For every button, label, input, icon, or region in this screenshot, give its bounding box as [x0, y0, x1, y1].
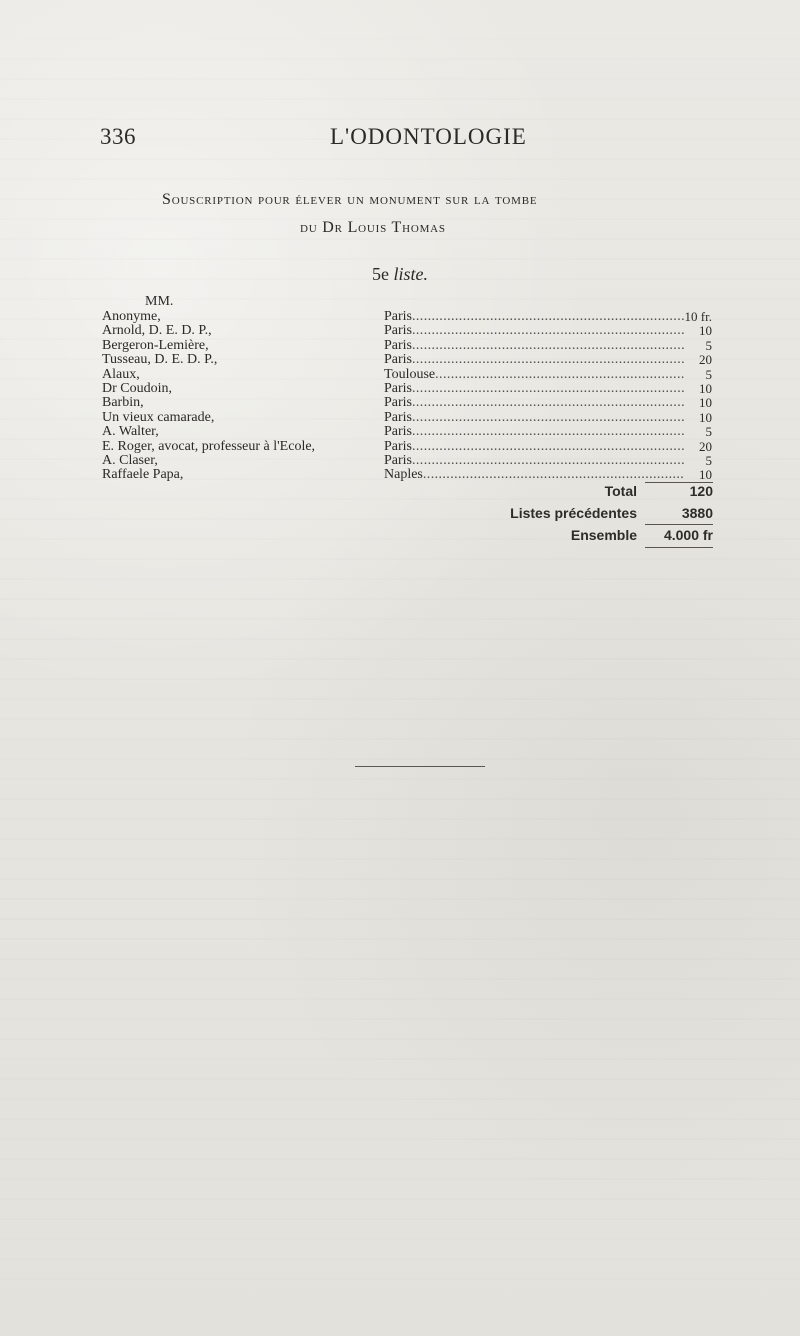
summary-rule	[645, 547, 713, 548]
subscriber-city: Paris .....	[384, 310, 684, 324]
subscriber-city: Paris .....	[384, 411, 684, 425]
subscription-amount: 10	[699, 323, 712, 339]
subscriber-row	[102, 353, 712, 367]
subscriber-row	[102, 324, 712, 338]
page-header	[100, 124, 708, 154]
subscriber-city: Paris .....	[384, 454, 684, 468]
ensemble-value: 4.000 fr	[663, 527, 713, 543]
ensemble-row	[430, 524, 713, 546]
subscriber-name: Raffaele Papa,	[102, 468, 184, 483]
previous-lists-row	[430, 502, 713, 524]
total-row	[430, 480, 713, 502]
total-value: 120	[689, 483, 713, 499]
previous-lists-label: Listes précédentes	[510, 505, 637, 521]
subscriber-city: Paris .....	[384, 396, 684, 410]
subscriber-name: Bergeron-Lemière,	[102, 338, 209, 353]
subscription-amount: 5	[705, 452, 712, 468]
subscriber-city: Toulouse .....	[384, 368, 684, 382]
list-label: liste.	[393, 264, 428, 284]
subscription-heading-line-2: du Dr Louis Thomas	[300, 219, 446, 236]
subscription-amount: 10	[699, 467, 712, 483]
subscriber-city: Paris .....	[384, 339, 684, 353]
subscriber-row	[102, 411, 712, 425]
subscriber-row	[102, 382, 712, 396]
subscription-amount: 10 fr.	[684, 309, 712, 324]
list-number: 5e	[372, 264, 389, 284]
subscriber-name: Un vieux camarade,	[102, 410, 215, 425]
subscriber-city: Paris .....	[384, 425, 684, 439]
subscriber-name: Barbin,	[102, 396, 144, 411]
subscriber-name: A. Walter,	[102, 425, 159, 440]
subscriber-name: Tusseau, D. E. D. P.,	[102, 353, 218, 368]
subscriber-name: E. Roger, avocat, professeur à l'Ecole,	[102, 439, 316, 454]
subscriber-row	[102, 368, 712, 382]
subscription-heading-line-1: Souscription pour élever un monument sur la tombe	[162, 191, 538, 208]
subscriber-name: A. Claser,	[102, 453, 158, 468]
subscriber-row	[102, 425, 712, 439]
section-divider	[355, 766, 485, 767]
subscription-amount: 5	[705, 366, 712, 382]
subscription-amount: 10	[699, 380, 712, 396]
subscriber-row	[102, 310, 712, 324]
subscriber-city: Paris .....	[384, 324, 684, 338]
subscriber-row	[102, 339, 712, 353]
subscriber-name: Arnold, D. E. D. P.,	[102, 324, 212, 339]
subscriber-list	[102, 310, 712, 483]
subscription-amount: 10	[699, 395, 712, 411]
ensemble-label: Ensemble	[570, 527, 637, 543]
list-title	[372, 264, 428, 285]
subscription-summary	[430, 480, 713, 546]
subscription-amount: 5	[705, 337, 712, 353]
subscription-amount: 20	[699, 438, 712, 454]
subscriber-city: Paris .....	[384, 440, 684, 454]
subscriber-row	[102, 396, 712, 410]
total-label: Total	[604, 483, 637, 499]
subscriber-city: Naples .....	[384, 468, 684, 482]
subscriber-row	[102, 440, 712, 454]
page-number: 336	[100, 124, 136, 149]
subscriber-name: Anonyme,	[102, 310, 161, 324]
previous-lists-value: 3880	[681, 505, 713, 521]
subscription-amount: 5	[705, 424, 712, 440]
messieurs-label: MM.	[145, 294, 174, 309]
subscription-amount: 10	[699, 409, 712, 425]
subscriber-name: Alaux,	[102, 367, 140, 382]
subscriber-row	[102, 454, 712, 468]
subscriber-city: Paris .....	[384, 353, 684, 367]
subscriber-name: Dr Coudoin,	[102, 381, 172, 396]
journal-title: L'ODONTOLOGIE	[330, 124, 527, 149]
subscriber-city: Paris .....	[384, 382, 684, 396]
subscription-amount: 20	[699, 352, 712, 368]
